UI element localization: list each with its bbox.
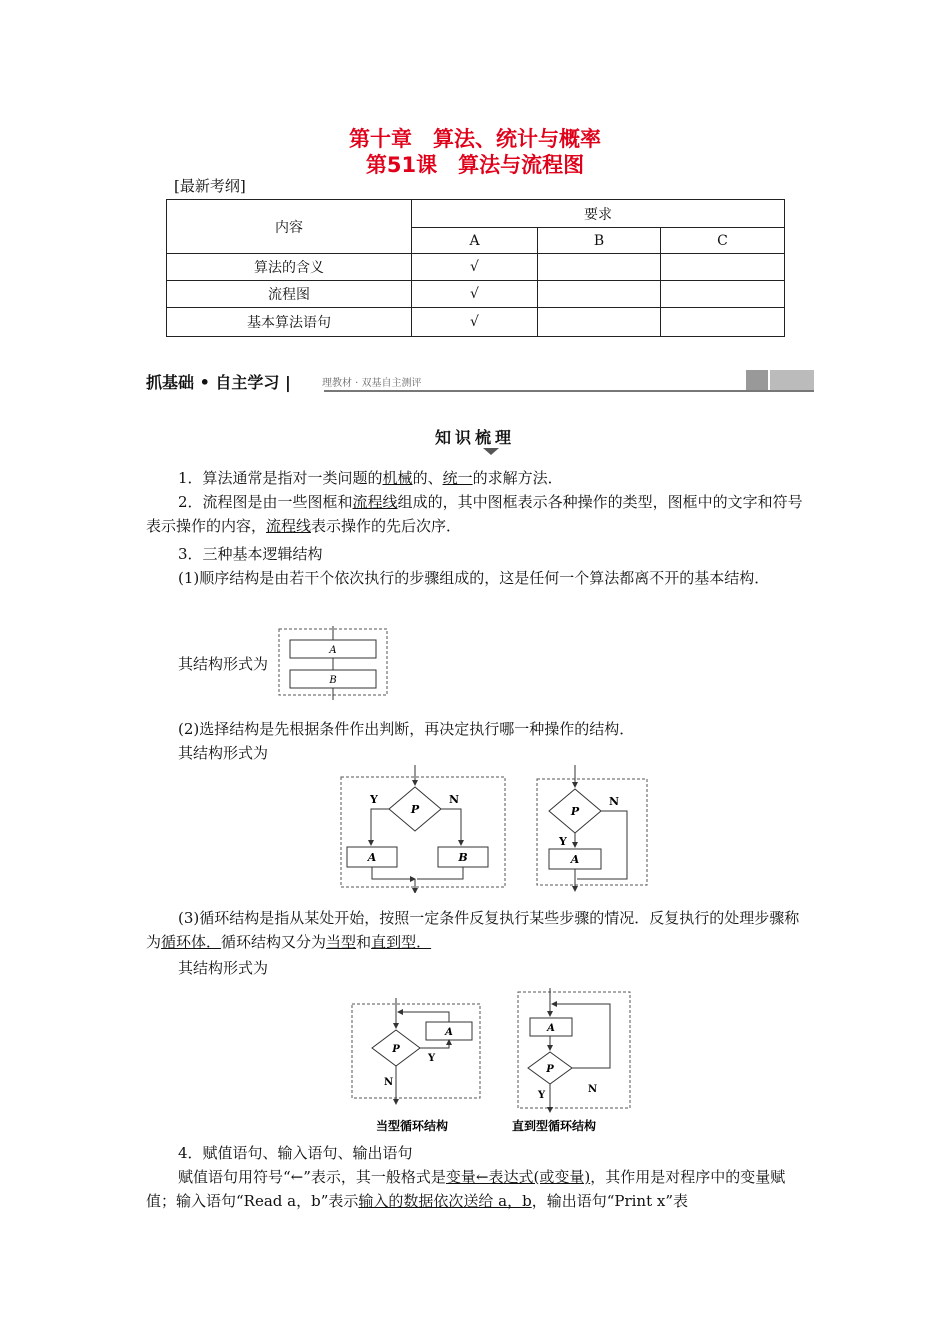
form-label-2: 其结构形式为 — [178, 744, 269, 762]
svg-text:N: N — [384, 1077, 394, 1088]
paragraph-assignment: 赋值语句用符号“←”表示，其一般格式是变量←表达式(或变量)，其作用是对程序中的变量赋值；输入语句“Read a，b”表示输入的数据依次送给 a，b，输出语句“Print x”表 — [146, 1168, 786, 1210]
paragraph-loop: (3)循环结构是指从某处开始，按照一定条件反复执行某些步骤的情况．反复执行的处理步骤称为循环体．循环结构又分为当型和直到型． — [146, 909, 800, 951]
until-loop-caption: 直到型循环结构 — [511, 1119, 597, 1133]
svg-text:N: N — [588, 1084, 598, 1095]
svg-text:Y: Y — [370, 793, 378, 806]
table-header-requirement: 要求 — [412, 200, 785, 228]
table-row — [167, 308, 785, 337]
svg-text:A: A — [367, 851, 377, 864]
table-cell-item: 流程图 — [167, 281, 412, 308]
paragraph-1: 1．算法通常是指对一类问题的机械的、统一的求解方法． — [178, 469, 563, 487]
loop-structure-diagrams — [348, 988, 634, 1136]
svg-text:A: A — [547, 1023, 555, 1034]
svg-text:A: A — [329, 645, 337, 656]
table-cell-b — [538, 254, 661, 281]
svg-text:Y: Y — [559, 835, 567, 848]
table-cell-item: 基本算法语句 — [167, 308, 412, 337]
selection-structure-diagrams — [337, 765, 649, 893]
svg-text:P: P — [570, 805, 580, 818]
paragraph-3: 3．三种基本逻辑结构 — [178, 545, 323, 563]
section-title-pointer-icon — [483, 448, 499, 455]
band-sub-label: 理教材 · 双基自主测评 — [322, 378, 422, 389]
selection-double-branch — [341, 765, 505, 893]
paragraph-selection: (2)选择结构是先根据条件作出判断，再决定执行哪一种操作的结构． — [178, 720, 635, 738]
svg-text:B: B — [458, 851, 468, 864]
table-header-content: 内容 — [167, 200, 412, 254]
syllabus-table — [166, 199, 785, 337]
table-cell-c — [661, 281, 785, 308]
band-rule — [324, 390, 814, 392]
form-label-3: 其结构形式为 — [178, 959, 269, 977]
paragraph-sequence: (1)顺序结构是由若干个依次执行的步骤组成的，这是任何一个算法都离不开的基本结构． — [178, 569, 770, 587]
table-cell-b — [538, 308, 661, 337]
selection-single-branch — [537, 765, 647, 891]
table-row — [167, 281, 785, 308]
while-loop-diagram — [352, 998, 480, 1133]
svg-text:P: P — [546, 1064, 554, 1075]
table-level-c: C — [661, 228, 785, 254]
svg-text:N: N — [609, 795, 620, 808]
svg-text:B: B — [329, 675, 337, 686]
section-title: 知识梳理 — [434, 428, 515, 447]
while-loop-caption: 当型循环结构 — [375, 1119, 449, 1133]
svg-text:Y: Y — [428, 1053, 436, 1064]
table-cell-a: √ — [412, 254, 538, 281]
svg-text:P: P — [392, 1044, 400, 1055]
svg-text:A: A — [445, 1027, 453, 1038]
svg-text:Y: Y — [538, 1090, 546, 1101]
svg-text:A: A — [570, 853, 580, 866]
band-block-light — [770, 370, 814, 390]
table-level-b: B — [538, 228, 661, 254]
chapter-title: 第十章 算法、统计与概率 — [349, 127, 601, 151]
table-cell-a: √ — [412, 281, 538, 308]
section-band — [146, 370, 814, 392]
band-block-dark — [746, 370, 768, 390]
table-cell-a: √ — [412, 308, 538, 337]
table-cell-c — [661, 254, 785, 281]
until-loop-diagram — [512, 988, 630, 1133]
table-cell-b — [538, 281, 661, 308]
table-row — [167, 254, 785, 281]
paragraph-2: 2．流程图是由一些图框和流程线组成的，其中图框表示各种操作的类型，图框中的文字和符号表示操作的内容，流程线表示操作的先后次序． — [146, 493, 803, 535]
svg-text:N: N — [449, 793, 460, 806]
sequence-structure-diagram — [276, 626, 390, 700]
svg-text:P: P — [410, 803, 420, 816]
syllabus-label: [最新考纲] — [174, 177, 246, 195]
table-cell-item: 算法的含义 — [167, 254, 412, 281]
paragraph-4: 4．赋值语句、输入语句、输出语句 — [178, 1144, 413, 1162]
table-level-a: A — [412, 228, 538, 254]
table-cell-c — [661, 308, 785, 337]
form-label-1: 其结构形式为 — [178, 655, 269, 673]
lesson-title: 第51课 算法与流程图 — [365, 153, 585, 177]
band-main-label: 抓基础 • 自主学习 | — [146, 373, 291, 392]
